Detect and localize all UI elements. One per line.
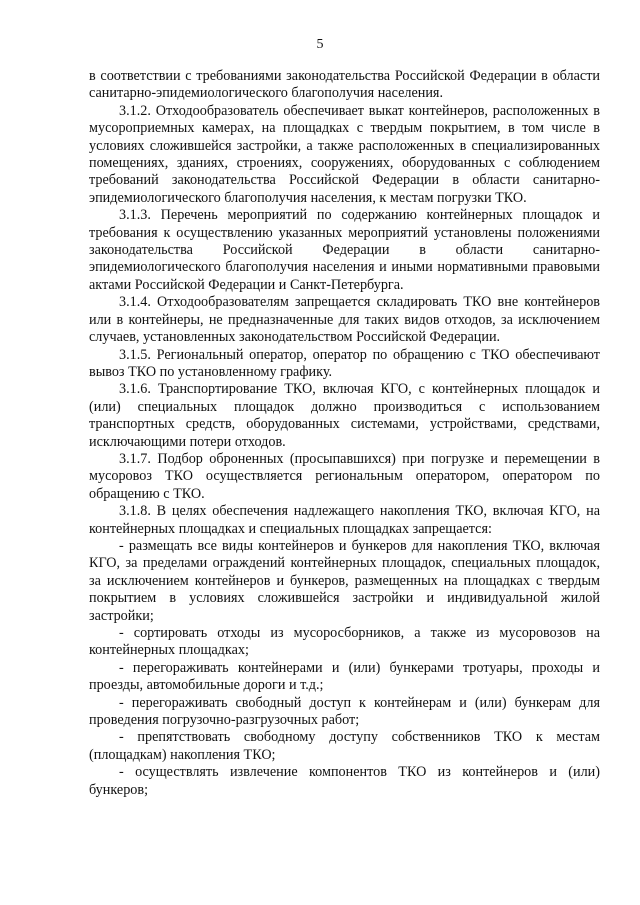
clause-3-1-2: 3.1.2. Отходообразователь обеспечивает выкат контейнеров, расположенных в мусороприемных камерах, на площадках с твердым покрытием, в том числе в условиях сложившейся застройки, а также расположенных в специализированных помещениях, зданиях, строениях, сооружениях, оборудованных с соблюдением требований законодательства Российской Федерации в области санитарно-эпидемиологического благополучия населения, к местам погрузки ТКО. [89,102,600,206]
clause-3-1-6: 3.1.6. Транспортирование ТКО, включая КГО, с контейнерных площадок и (или) специальных площадок должно производиться с использованием транспортных средств, оборудованных системами, устройствами, средствами, исключающими потери отходов. [89,381,600,450]
document-body [89,68,600,799]
prohibition-item: - размещать все виды контейнеров и бункеров для накопления ТКО, включая КГО, за пределами ограждений контейнерных площадок, специальных площадок, за исключением контейнеров и бункеров, размещенных на площадках с твердым покрытием в условиях сложившейся застройки и индивидуальной жилой застройки; [89,537,600,624]
prohibition-item: - перегораживать свободный доступ к контейнерам и (или) бункерам для проведения погрузочно-разгрузочных работ; [89,694,600,729]
clause-3-1-5: 3.1.5. Региональный оператор, оператор по обращению с ТКО обеспечивают вывоз ТКО по установленному графику. [89,346,600,380]
prohibition-item: - сортировать отходы из мусоросборников, а также из мусоровозов на контейнерных площадках; [89,625,600,659]
clause-3-1-7: 3.1.7. Подбор оброненных (просыпавшихся) при погрузке и перемещении в мусоровоз ТКО осуществляется региональным оператором, оператором по обращению с ТКО. [89,450,600,502]
clause-3-1-3: 3.1.3. Перечень мероприятий по содержанию контейнерных площадок и требования к осуществлению указанных мероприятий установлены положениями законодательства Российской Федерации в области санитарно-эпидемиологического благополучия населения и иными нормативными правовыми актами Российской Федерации и Санкт-Петербурга. [89,207,600,293]
prohibition-item: - перегораживать контейнерами и (или) бункерами тротуары, проходы и проезды, автомобильные дороги и т.д.; [89,659,600,694]
page-number: 5 [316,37,324,52]
prohibition-item: - осуществлять извлечение компонентов ТКО из контейнеров и (или) бункеров; [89,764,600,798]
prohibition-item: - препятствовать свободному доступу собственников ТКО к местам (площадкам) накопления ТКО; [89,729,600,763]
clause-3-1-8: 3.1.8. В целях обеспечения надлежащего накопления ТКО, включая КГО, на контейнерных площадках и специальных площадках запрещается: [89,503,600,537]
clause-3-1-4: 3.1.4. Отходообразователям запрещается складировать ТКО вне контейнеров или в контейнеры, не предназначенные для таких видов отходов, за исключением случаев, установленных законодательством Российской Федерации. [89,294,600,346]
paragraph-continuation: в соответствии с требованиями законодательства Российской Федерации в области санитарно-эпидемиологического благополучия населения. [89,68,600,102]
